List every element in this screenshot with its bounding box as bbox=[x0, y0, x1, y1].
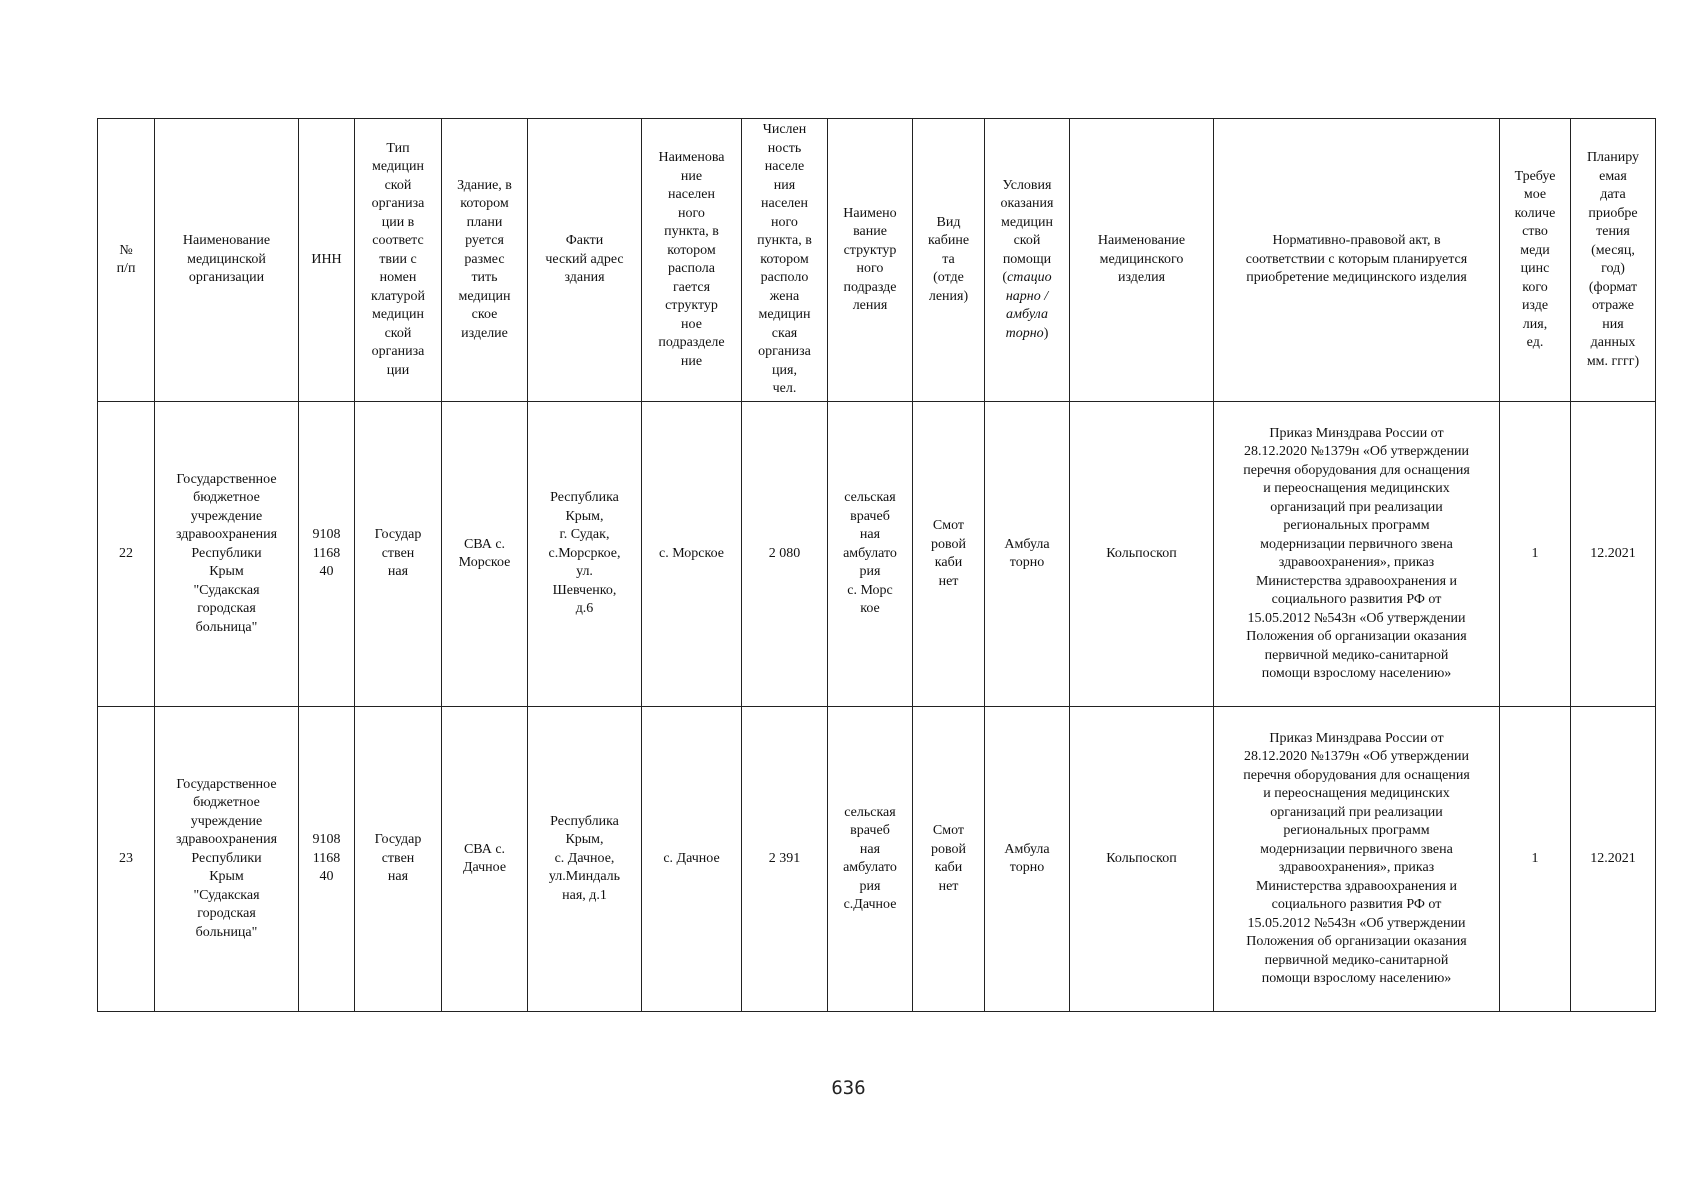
cell-inn: 9108 1168 40 bbox=[299, 402, 355, 707]
cell-org-type: Государ ствен ная bbox=[355, 402, 442, 707]
header-building: Здание, в котором плани руется размес тить медицин ское изделие bbox=[442, 119, 528, 402]
cell-population: 2 391 bbox=[742, 707, 828, 1012]
header-settlement: Наименова ние населен ного пункта, в котором распола гается структур ное подразделе ние bbox=[642, 119, 742, 402]
cell-population: 2 080 bbox=[742, 402, 828, 707]
cell-num: 23 bbox=[98, 707, 155, 1012]
cell-building: СВА с. Дачное bbox=[442, 707, 528, 1012]
cell-planned-date: 12.2021 bbox=[1571, 707, 1656, 1012]
cell-care-conditions: Амбула торно bbox=[985, 707, 1070, 1012]
header-org-type: Тип медицин ской организа ции в соответс твии с номен клатурой медицин ской организа ции bbox=[355, 119, 442, 402]
cell-settlement: с. Морское bbox=[642, 402, 742, 707]
cell-cabinet-type: Смот ровой каби нет bbox=[913, 402, 985, 707]
cell-legal-act: Приказ Минздрава России от 28.12.2020 №1379н «Об утверждении перечня оборудования для оснащения и переоснащения медицинских организаций при реализации региональных программ модернизации первичного звена здравоохранения», приказ Министерства здравоохранения и социального развития РФ от 15.05.2012 №543н «Об утверждении Положения об организации оказания первичной медико-санитарной помощи взрослому населению» bbox=[1214, 707, 1500, 1012]
header-unit-name: Наимено вание структур ного подразде ления bbox=[828, 119, 913, 402]
table-row bbox=[98, 707, 1656, 1012]
cell-building: СВА с. Морское bbox=[442, 402, 528, 707]
cell-device-name: Кольпоскоп bbox=[1070, 707, 1214, 1012]
cell-care-conditions: Амбула торно bbox=[985, 402, 1070, 707]
cell-num: 22 bbox=[98, 402, 155, 707]
header-org-name: Наименование медицинской организации bbox=[155, 119, 299, 402]
cell-quantity: 1 bbox=[1500, 402, 1571, 707]
cell-inn: 9108 1168 40 bbox=[299, 707, 355, 1012]
cell-org-name: Государственное бюджетное учреждение здравоохранения Республики Крым "Судакская городская больница" bbox=[155, 402, 299, 707]
cell-planned-date: 12.2021 bbox=[1571, 402, 1656, 707]
header-inn: ИНН bbox=[299, 119, 355, 402]
header-population: Числен ность населе ния населен ного пункта, в котором располо жена медицин ская организа ция, чел. bbox=[742, 119, 828, 402]
header-quantity: Требуе мое количе ство меди цинс кого изде лия, ед. bbox=[1500, 119, 1571, 402]
cell-unit-name: сельская врачеб ная амбулато рия с.Дачное bbox=[828, 707, 913, 1012]
header-planned-date: Планиру емая дата приобре тения (месяц, год) (формат отраже ния данных мм. гггг) bbox=[1571, 119, 1656, 402]
header-num: № п/п bbox=[98, 119, 155, 402]
equipment-table bbox=[97, 118, 1656, 1012]
cell-settlement: с. Дачное bbox=[642, 707, 742, 1012]
header-care-conditions: Условия оказания медицин ской помощи (стацио нарно / амбула торно) bbox=[985, 119, 1070, 402]
header-device-name: Наименование медицинского изделия bbox=[1070, 119, 1214, 402]
cell-legal-act: Приказ Минздрава России от 28.12.2020 №1379н «Об утверждении перечня оборудования для оснащения и переоснащения медицинских организаций при реализации региональных программ модернизации первичного звена здравоохранения», приказ Министерства здравоохранения и социального развития РФ от 15.05.2012 №543н «Об утверждении Положения об организации оказания первичной медико-санитарной помощи взрослому населению» bbox=[1214, 402, 1500, 707]
cell-device-name: Кольпоскоп bbox=[1070, 402, 1214, 707]
header-legal-act: Нормативно-правовой акт, в соответствии с которым планируется приобретение медицинского изделия bbox=[1214, 119, 1500, 402]
header-cabinet-type: Вид кабине та (отде ления) bbox=[913, 119, 985, 402]
cell-address: Республика Крым, с. Дачное, ул.Миндаль ная, д.1 bbox=[528, 707, 642, 1012]
cell-cabinet-type: Смот ровой каби нет bbox=[913, 707, 985, 1012]
cell-address: Республика Крым, г. Судак, с.Морсркое, ул. Шевченко, д.6 bbox=[528, 402, 642, 707]
page-number: 636 bbox=[831, 1077, 866, 1099]
table-row bbox=[98, 402, 1656, 707]
cell-org-name: Государственное бюджетное учреждение здравоохранения Республики Крым "Судакская городская больница" bbox=[155, 707, 299, 1012]
cell-quantity: 1 bbox=[1500, 707, 1571, 1012]
cell-unit-name: сельская врачеб ная амбулато рия с. Морс кое bbox=[828, 402, 913, 707]
table-header-row bbox=[98, 119, 1656, 402]
header-address: Факти ческий адрес здания bbox=[528, 119, 642, 402]
cell-org-type: Государ ствен ная bbox=[355, 707, 442, 1012]
